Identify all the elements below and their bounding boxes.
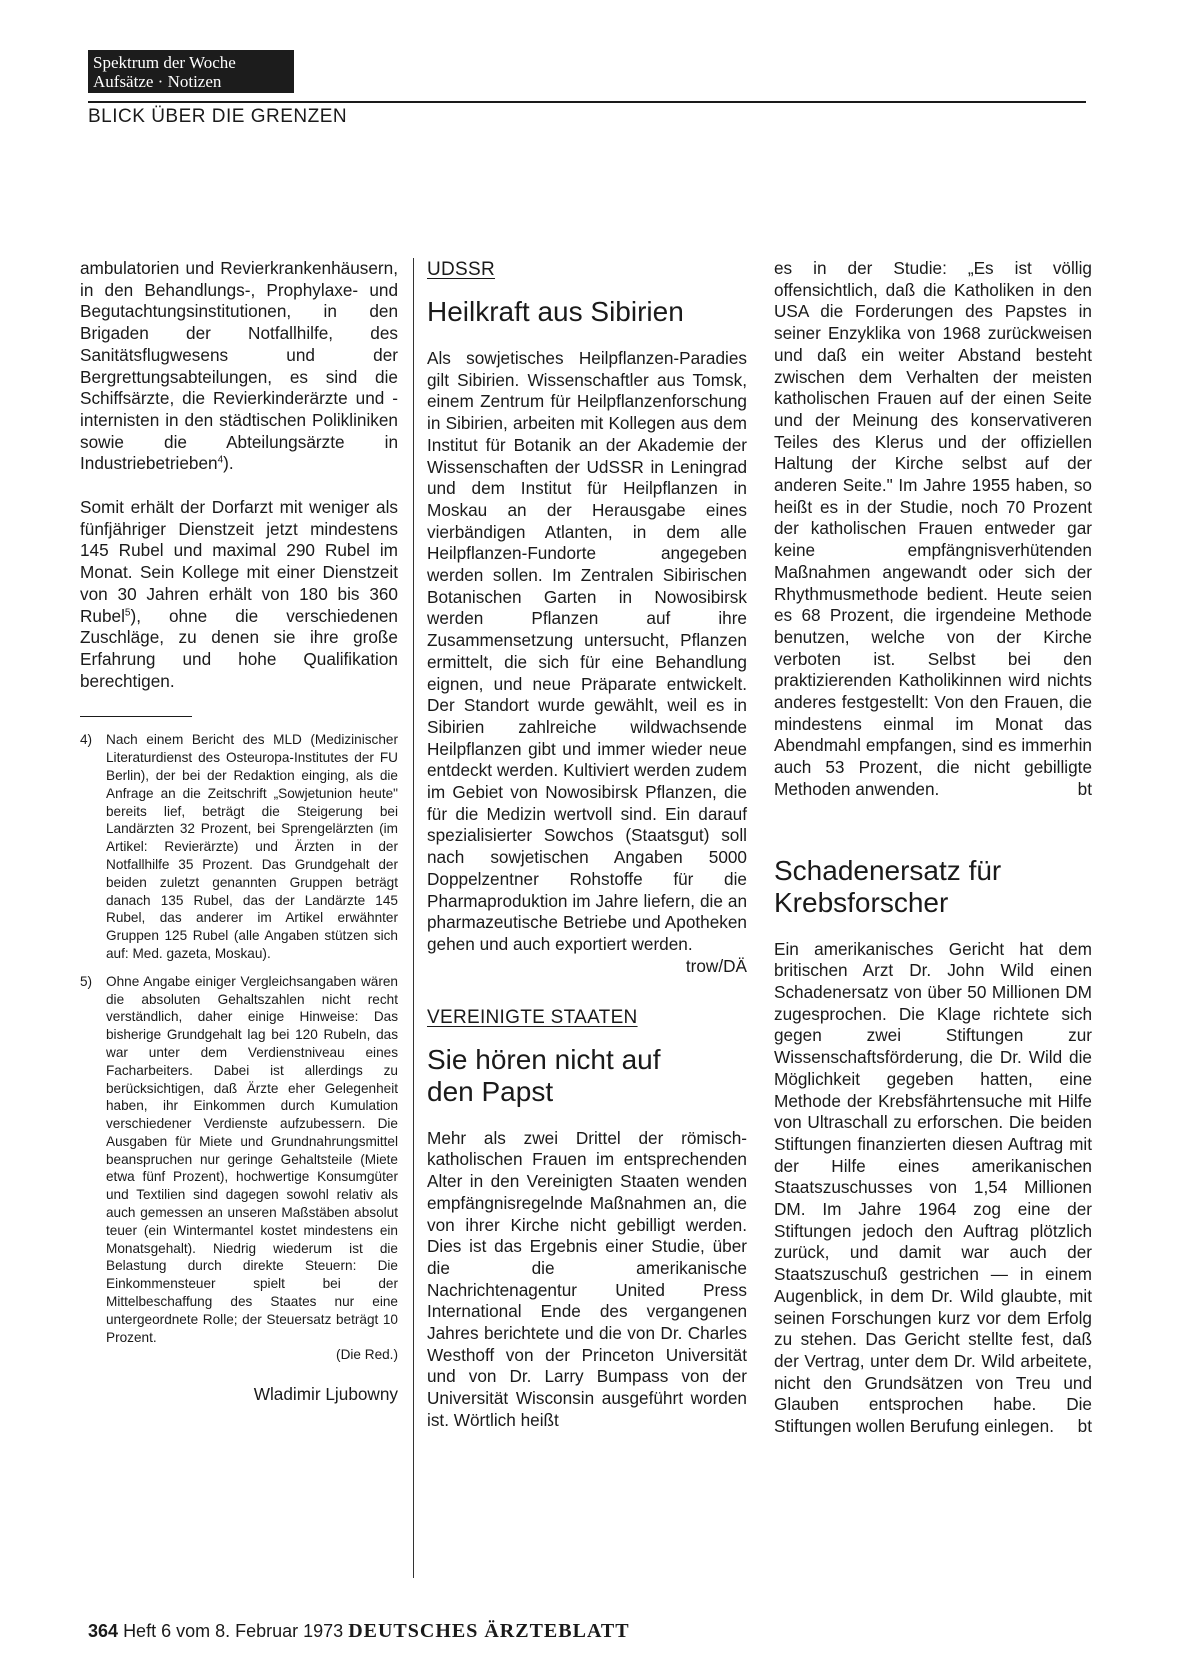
page-number: 364 <box>88 1621 119 1641</box>
author-signature: Wladimir Ljubowny <box>253 1384 398 1405</box>
section-header-box <box>88 50 294 93</box>
issue-info: Heft 6 vom 8. Februar 1973 <box>123 1621 344 1641</box>
header-line-2: Aufsätze · Notizen <box>93 72 222 91</box>
footnote-5: 5) Ohne Angabe einiger Vergleichsangaben wären die absoluten Gehaltszahlen nicht recht verständlich, daher einige Hinweise: Das bisherige Grundgehalt lag bei 120 Rubeln, das war unter dem Verdienstniveau eines Facharbeiters. Dabei ist allerdings zu berücksichtigen, daß Ärzte eher Gelegenheit haben, ihr Einkommen durch Kumulation verschiedener Verdienste aufzubessern. Die Ausgaben für Miete und Grundnahrungsmittel beanspruchen nur geringe Gehaltsteile (Miete etwa fünf Prozent), hochwertige Konsumgüter und Textilien sind dagegen sowohl relativ als auch gemessen an unseren Maßstäben absolut teuer (ein Wintermantel kostet mindestens ein Monatsgehalt). Niedrig wiederum ist die Belastung durch direkte Steuern: Die Einkommensteuer spielt bei der Mittelbeschaffung des Staates nur eine untergeordnete Rolle; der Steuersatz beträgt 10 Prozent. (Die Red.) <box>80 973 398 1363</box>
col1-paragraph-2: Somit erhält der Dorfarzt mit weniger als fünfjähriger Dienstzeit jetzt mindestens 145 Rubel und maximal 290 Rubel im Monat. Sein Kollege mit einer Dienstzeit von 30 Jahren erhält von 180 bis 360 Rubel$^5$), ohne die verschiedenen Zuschläge, zu denen sie ihre große Erfahrung und hohe Qualifikation berechtigen. <box>80 497 398 691</box>
article-papst-body: Mehr als zwei Drittel der römisch-katholischen Frauen im entsprechenden Alter in den Vereinigten Staaten wenden empfängnisregelnde Maßnahmen an, die von ihrer Kirche nicht gebilligt werden. Dies ist das Ergebnis einer Studie, über die die amerikanische Nachrichtenagentur United Press International Ende des vergangenen Jahres berichtete und die von Dr. Charles Westhoff von der Princeton Universität und von Dr. Larry Bumpass von der Universität Wisconsin ausgeführt worden ist. Wörtlich heißt <box>427 1127 747 1430</box>
headline-schadenersatz: Schadenersatz für Krebsforscher <box>774 854 1002 918</box>
article-heilkraft-body: Als sowjetisches Heilpflanzen-Paradies gilt Sibirien. Wissenschaftler aus Tomsk, einem Zentrum für Heilpflanzenforschung in Sibirien, arbeiten mit Kollegen aus dem Institut für Botanik an der Akademie der Wissenschaften der UdSSR in Leningrad und dem Institut für Heilpflanzen in Moskau an der Herausgabe eines vierbändigen Atlanten, in dem alle Heilpflanzen-Fundorte angegeben werden sollen. Im Zentralen Sibirischen Botanischen Garten in Nowosibirsk werden Pflanzen auf ihre Zusammensetzung untersucht, Pflanzen ermittelt, die sich für eine Behandlung eignen, und neue Präparate entwickelt. Der Standort wurde gewählt, weil es in Sibirien zahlreiche wildwachsende Heilpflanzen gibt und immer wieder neue entdeckt werden. Kultiviert werden zudem im Gebiet von Nowosibirsk Pflanzen, die für die Medizin wertvoll sind. Ein darauf spezialisierter Sowchos (Staatsgut) soll nach sowjetischen Angaben 5000 Doppelzentner Rohstoffe für die Pharmaproduktion im Jahre liefern, die an pharmazeutische Betriebe und Apotheken gehen und auch exportiert werden. trow/DÄ <box>427 348 747 976</box>
header-line-1: Spektrum der Woche <box>93 53 236 72</box>
headline-papst: Sie hören nicht auf den Papst <box>427 1043 661 1107</box>
magazine-name: DEUTSCHES ÄRZTEBLATT <box>348 1620 630 1642</box>
footnote-5-credit: (Die Red.) <box>336 1347 398 1363</box>
article-papst-author: bt <box>1077 778 1092 799</box>
col1-paragraph-1: ambulatorien und Revierkrankenhäusern, in den Behandlungs-, Prophylaxe- und Begutachtungsinstitutionen, in den Brigaden der Notfallhilfe, des Sanitätsflugwesens und der Bergrettungsabteilungen, es sind die Schiffsärzte, die Revierkinderärzte und -internisten in den städtischen Polikliniken sowie die Abteilungsärzte in Industriebetrieben$^4$). <box>80 258 398 474</box>
headline-heilkraft: Heilkraft aus Sibirien <box>427 296 684 327</box>
page-footer <box>88 1620 630 1643</box>
column-2 <box>427 258 747 1432</box>
column-divider <box>413 258 414 1578</box>
article-schadenersatz-body: Ein amerikanisches Gericht hat dem britischen Arzt Dr. John Wild einen Schadenersatz von über 50 Millionen DM zugesprochen. Die Klage richtete sich gegen zwei Stiftungen zur Wissenschaftsförderung, die Dr. Wild die Möglichkeit gegeben hatten, eine Methode der Krebsfährtensuche mit Hilfe von Ultraschall zu erforschen. Die beiden Stiftungen finanzierten diesen Auftrag mit der Hilfe eines amerikanischen Staatszuschusses von 1,54 Millionen DM. Im Jahre 1964 zog eine der Stiftungen jedoch den Auftrag plötzlich zurück, und damit war auch der Staatszuschuß gestrichen — in einem Augenblick, in dem Dr. Wild glaubte, mit seinen Forschungen kurz vor dem Erfolg zu stehen. Das Gericht stellte fest, daß der Vertrag, unter dem Dr. Wild arbeitete, nicht den Grundsätzen von Treu und Glauben entsprochen habe. Die Stiftungen wollen Berufung einlegen. bt <box>774 938 1092 1437</box>
column-1 <box>80 258 398 1406</box>
article-heilkraft-author: trow/DÄ <box>685 955 747 976</box>
column-3 <box>774 258 1092 1438</box>
kicker-vereinigte-staaten: VEREINIGTE STAATEN <box>427 1006 638 1028</box>
article-schadenersatz-author: bt <box>1077 1416 1092 1437</box>
header-rule <box>88 101 1086 103</box>
footnote-4: 4) Nach einem Bericht des MLD (Medizinischer Literaturdienst des Osteuropa-Institutes der FU Berlin), der bei der Redaktion einging, als die Anfrage an die Zeitschrift „Sowjetunion heute" bereits lief, beträgt die Steigerung bei Landärzten 32 Prozent, bei Sprengelärzten (im Artikel: Revierärzte) und Ärzten in der Notfallhilfe 35 Prozent. Das Grundgehalt der beiden zuletzt genannten Gruppen beträgt danach 135 Rubel, das der Landärzte 145 Rubel, das anderer im Artikel erwähnter Gruppen 125 Rubel (alle Angaben stützen sich auf: Med. gazeta, Moskau). <box>80 732 398 961</box>
footnote-rule <box>80 716 192 717</box>
kicker-udssr: UDSSR <box>427 259 496 280</box>
article-papst-continued: es in der Studie: „Es ist völlig offensichtlich, daß die Katholiken in den USA die Forderungen des Papstes in seiner Enzyklika von 1968 zurückweisen und daß ein weiter Abstand besteht zwischen dem Verhalten der meisten katholischen Frauen auf der einen Seite und der Meinung des konservativeren Teiles des Klerus und der offiziellen Haltung der Kirche selbst auf der anderen Seite." Im Jahre 1955 haben, so heißt es in der Studie, noch 70 Prozent der katholischen Frauen entweder gar keine empfängnisverhütenden Maßnahmen angewandt oder sich der Rhythmusmethode bedient. Heute seien es 68 Prozent, die irgendeine Methode benutzen, welche von der Kirche verboten ist. Selbst bei den praktizierenden Katholikinnen wird nichts anderes festgestellt: Von den Frauen, die mindestens einmal im Monat das Abendmahl empfangen, sind es immerhin auch 53 Prozent, die nicht gebilligte Methoden anwenden. bt <box>774 258 1092 799</box>
section-title: BLICK ÜBER DIE GRENZEN <box>88 106 348 127</box>
